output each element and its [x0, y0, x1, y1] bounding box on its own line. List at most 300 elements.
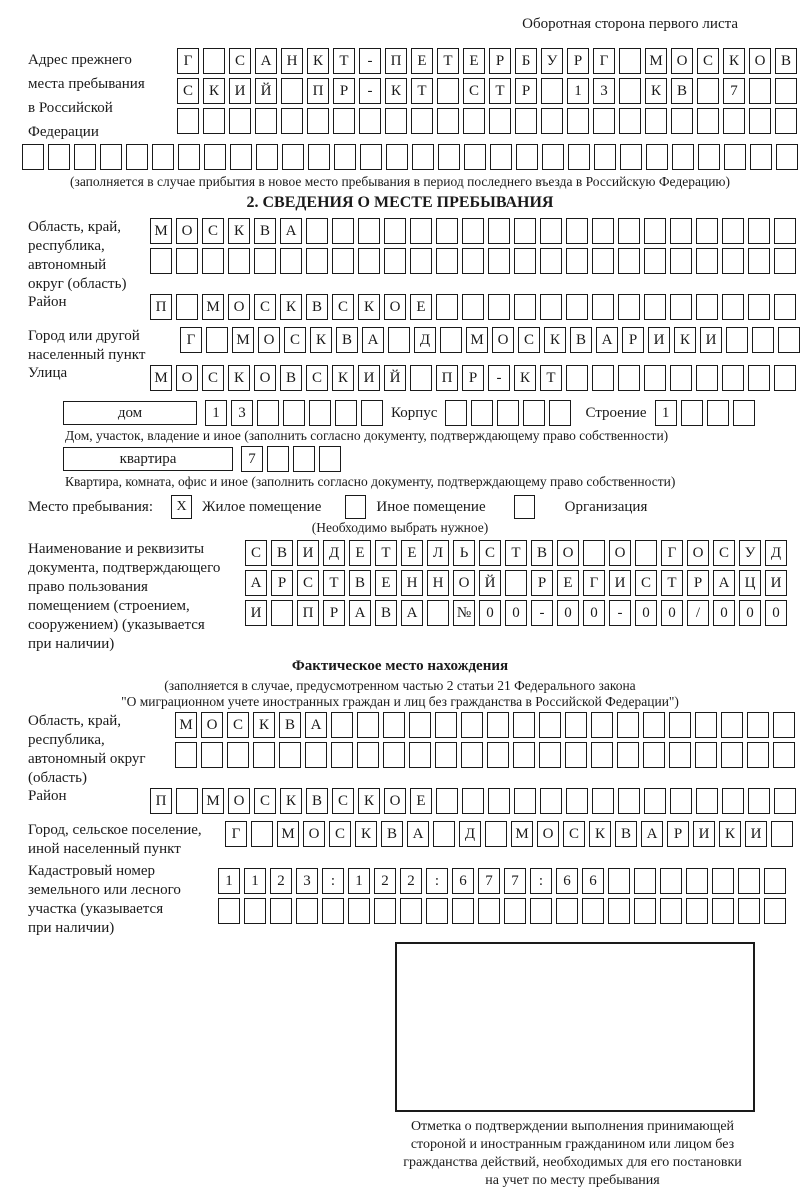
char-cell — [696, 248, 718, 274]
char-cell — [203, 48, 225, 74]
char-cell: Р — [622, 327, 644, 353]
char-cell — [774, 248, 796, 274]
house-number-cells — [205, 400, 383, 426]
cadastral-block — [0, 862, 800, 938]
char-cell — [748, 248, 770, 274]
prev-address-note: (заполняется в случае прибытия в новое место пребывания в период последнего въезда в Российскую Федерацию) — [69, 174, 731, 189]
char-cell — [643, 742, 665, 768]
stay-type-note: (Необходимо выбрать нужное) — [311, 520, 489, 535]
char-cell — [505, 570, 527, 596]
char-cell: К — [280, 294, 302, 320]
char-cell: А — [280, 218, 302, 244]
stay-type-label: Место пребывания: — [28, 498, 153, 515]
actual-location-heading: Фактическое место нахождения — [291, 658, 509, 674]
char-cell: - — [359, 78, 381, 104]
char-cell: Е — [410, 788, 432, 814]
confirmation-caption-line: на учет по месту пребывания — [485, 1173, 660, 1188]
char-cell — [726, 327, 748, 353]
char-cell — [643, 712, 665, 738]
char-cell — [281, 78, 303, 104]
char-cell — [514, 248, 536, 274]
char-cell: С — [227, 712, 249, 738]
char-cell: 0 — [635, 600, 657, 626]
char-cell — [126, 144, 148, 170]
char-cell: Р — [462, 365, 484, 391]
char-cell: : — [426, 868, 448, 894]
actual-city-row — [225, 821, 793, 847]
char-cell — [696, 218, 718, 244]
prev-address-label-line: Федерации — [28, 124, 99, 140]
char-cell: К — [544, 327, 566, 353]
char-cell: К — [719, 821, 741, 847]
char-cell — [660, 868, 682, 894]
char-cell — [644, 294, 666, 320]
char-cell — [619, 48, 641, 74]
char-cell — [383, 712, 405, 738]
region-label-line: республика, — [28, 238, 105, 254]
char-cell: В — [336, 327, 358, 353]
char-cell — [738, 898, 760, 924]
char-cell: 1 — [205, 400, 227, 426]
char-cell — [696, 294, 718, 320]
char-cell — [530, 898, 552, 924]
char-cell — [778, 327, 800, 353]
char-cell — [462, 248, 484, 274]
char-cell: 6 — [556, 868, 578, 894]
char-cell: М — [150, 365, 172, 391]
char-cell — [722, 788, 744, 814]
char-cell — [488, 248, 510, 274]
char-cell — [206, 327, 228, 353]
char-cell — [695, 712, 717, 738]
char-cell: С — [697, 48, 719, 74]
char-cell: Й — [384, 365, 406, 391]
char-cell — [489, 108, 511, 134]
char-cell — [608, 868, 630, 894]
char-cell: В — [349, 570, 371, 596]
char-cell: И — [229, 78, 251, 104]
char-cell — [464, 144, 486, 170]
char-cell: 1 — [655, 400, 677, 426]
char-cell: А — [596, 327, 618, 353]
char-cell — [177, 108, 199, 134]
char-cell — [361, 400, 383, 426]
cadastral-grid — [218, 868, 786, 928]
char-cell: С — [254, 294, 276, 320]
char-cell: О — [176, 218, 198, 244]
char-cell — [201, 742, 223, 768]
char-cell — [410, 365, 432, 391]
char-cell — [634, 868, 656, 894]
char-cell — [74, 144, 96, 170]
char-cell: И — [297, 540, 319, 566]
stay-option-checkbox-organization — [514, 495, 535, 519]
char-cell — [620, 144, 642, 170]
char-cell — [293, 446, 315, 472]
char-cell: В — [775, 48, 797, 74]
char-cell — [566, 788, 588, 814]
char-cell: Д — [414, 327, 436, 353]
char-cell: О — [687, 540, 709, 566]
char-cell — [152, 144, 174, 170]
char-cell — [748, 218, 770, 244]
char-cell — [567, 108, 589, 134]
char-cell — [669, 742, 691, 768]
char-cell — [644, 788, 666, 814]
char-cell — [566, 294, 588, 320]
char-cell — [566, 218, 588, 244]
document-label-line: сооружением) (указывается — [28, 617, 205, 633]
char-cell — [462, 294, 484, 320]
char-cell: В — [271, 540, 293, 566]
char-cell — [775, 78, 797, 104]
char-cell: П — [307, 78, 329, 104]
char-cell — [721, 712, 743, 738]
actual-region-row-1 — [175, 712, 795, 738]
char-cell: 1 — [567, 78, 589, 104]
char-cell — [747, 712, 769, 738]
char-cell — [549, 400, 571, 426]
char-cell — [593, 108, 615, 134]
char-cell: И — [765, 570, 787, 596]
char-cell — [749, 78, 771, 104]
char-cell: И — [693, 821, 715, 847]
char-cell: К — [332, 365, 354, 391]
actual-location-note-1: (заполняется в случае, предусмотренном частью 2 статьи 21 Федерального закона — [164, 678, 636, 693]
char-cell — [670, 248, 692, 274]
char-cell: - — [488, 365, 510, 391]
char-cell — [487, 712, 509, 738]
char-cell: К — [253, 712, 275, 738]
city-row — [180, 327, 800, 353]
char-cell — [566, 248, 588, 274]
document-row-2 — [245, 570, 787, 596]
char-cell — [670, 365, 692, 391]
char-cell — [764, 898, 786, 924]
char-cell — [267, 446, 289, 472]
char-cell — [322, 898, 344, 924]
char-cell: П — [150, 788, 172, 814]
char-cell — [591, 742, 613, 768]
char-cell — [514, 218, 536, 244]
char-cell — [436, 294, 458, 320]
char-cell — [541, 108, 563, 134]
char-cell — [435, 742, 457, 768]
char-cell — [592, 365, 614, 391]
char-cell — [385, 108, 407, 134]
char-cell: С — [306, 365, 328, 391]
char-cell — [256, 144, 278, 170]
char-cell: Н — [427, 570, 449, 596]
char-cell — [617, 712, 639, 738]
char-cell: Р — [667, 821, 689, 847]
char-cell: Р — [531, 570, 553, 596]
char-cell — [257, 400, 279, 426]
char-cell — [48, 144, 70, 170]
document-label-line: право пользования — [28, 579, 148, 595]
char-cell: 0 — [505, 600, 527, 626]
char-cell — [712, 898, 734, 924]
char-cell: И — [700, 327, 722, 353]
district-label: Район — [28, 294, 67, 310]
char-cell — [645, 108, 667, 134]
char-cell — [463, 108, 485, 134]
char-cell: Г — [583, 570, 605, 596]
char-cell — [669, 712, 691, 738]
char-cell — [490, 144, 512, 170]
char-cell — [309, 400, 331, 426]
char-cell: О — [671, 48, 693, 74]
char-cell — [774, 294, 796, 320]
char-cell: А — [401, 600, 423, 626]
char-cell: С — [284, 327, 306, 353]
char-cell — [255, 108, 277, 134]
char-cell: Л — [427, 540, 449, 566]
char-cell — [282, 144, 304, 170]
region-row-1 — [150, 218, 796, 244]
char-cell: 7 — [504, 868, 526, 894]
street-label: Улица — [28, 365, 68, 381]
char-cell: Г — [593, 48, 615, 74]
char-cell — [296, 898, 318, 924]
char-cell — [412, 144, 434, 170]
char-cell — [359, 108, 381, 134]
char-cell: В — [375, 600, 397, 626]
char-cell — [565, 712, 587, 738]
char-cell — [360, 144, 382, 170]
actual-district-row — [150, 788, 796, 814]
char-cell: С — [518, 327, 540, 353]
char-cell: Г — [180, 327, 202, 353]
actual-city-block — [0, 821, 800, 859]
char-cell — [270, 898, 292, 924]
char-cell: 2 — [374, 868, 396, 894]
char-cell — [565, 742, 587, 768]
document-label — [28, 540, 245, 654]
char-cell — [514, 294, 536, 320]
char-cell: О — [749, 48, 771, 74]
char-cell — [426, 898, 448, 924]
char-cell — [594, 144, 616, 170]
char-cell: 7 — [723, 78, 745, 104]
char-cell — [471, 400, 493, 426]
char-cell — [218, 898, 240, 924]
house-label-box: дом — [63, 401, 197, 425]
char-cell: О — [609, 540, 631, 566]
prev-address-label-line: места пребывания — [28, 76, 145, 92]
char-cell — [748, 365, 770, 391]
char-cell: О — [228, 788, 250, 814]
char-cell — [410, 218, 432, 244]
char-cell — [672, 144, 694, 170]
apartment-label-box: квартира — [63, 447, 233, 471]
apartment-row — [0, 446, 800, 472]
char-cell — [722, 294, 744, 320]
char-cell — [178, 144, 200, 170]
document-row-1 — [245, 540, 787, 566]
char-cell: С — [245, 540, 267, 566]
char-cell: К — [310, 327, 332, 353]
char-cell — [497, 400, 519, 426]
char-cell — [738, 868, 760, 894]
char-cell — [251, 821, 273, 847]
char-cell: О — [228, 294, 250, 320]
char-cell — [619, 78, 641, 104]
region-label-line: округ (область) — [28, 276, 127, 292]
char-cell: К — [723, 48, 745, 74]
char-cell: П — [150, 294, 172, 320]
char-cell: У — [739, 540, 761, 566]
apartment-caption: Квартира, комната, офис и иное (заполнить согласно документу, подтверждающему право собственности) — [65, 474, 676, 489]
char-cell: Й — [479, 570, 501, 596]
prev-address-label-line: Адрес прежнего — [28, 52, 132, 68]
char-cell: И — [358, 365, 380, 391]
char-cell — [332, 218, 354, 244]
char-cell — [748, 788, 770, 814]
house-caption: Дом, участок, владение и иное (заполнить согласно документу, подтверждающему право собственности) — [65, 428, 669, 443]
char-cell: Е — [557, 570, 579, 596]
cadastral-label-line: земельного или лесного — [28, 882, 181, 898]
stay-option-checkbox-other — [345, 495, 366, 519]
char-cell — [749, 108, 771, 134]
char-cell: Р — [271, 570, 293, 596]
char-cell — [541, 78, 563, 104]
char-cell: К — [385, 78, 407, 104]
char-cell: 6 — [582, 868, 604, 894]
char-cell — [733, 400, 755, 426]
char-cell: О — [557, 540, 579, 566]
char-cell — [540, 218, 562, 244]
char-cell: В — [615, 821, 637, 847]
char-cell: Р — [323, 600, 345, 626]
char-cell: 1 — [244, 868, 266, 894]
char-cell: 0 — [479, 600, 501, 626]
char-cell: И — [648, 327, 670, 353]
char-cell: С — [177, 78, 199, 104]
document-block — [0, 540, 800, 654]
char-cell — [582, 898, 604, 924]
prev-address-block — [0, 48, 800, 144]
char-cell: : — [530, 868, 552, 894]
char-cell: Н — [281, 48, 303, 74]
char-cell — [388, 327, 410, 353]
korpus-label: Корпус — [391, 404, 438, 421]
char-cell — [697, 78, 719, 104]
char-cell — [696, 788, 718, 814]
char-cell — [697, 108, 719, 134]
char-cell — [752, 327, 774, 353]
char-cell — [539, 712, 561, 738]
document-label-line: помещением (строением, — [28, 598, 190, 614]
char-cell: Е — [410, 294, 432, 320]
char-cell — [384, 248, 406, 274]
char-cell — [774, 788, 796, 814]
char-cell: К — [358, 788, 380, 814]
char-cell: К — [307, 48, 329, 74]
char-cell — [696, 365, 718, 391]
char-cell — [279, 742, 301, 768]
char-cell: Т — [375, 540, 397, 566]
char-cell: П — [436, 365, 458, 391]
char-cell: Т — [489, 78, 511, 104]
char-cell — [618, 294, 640, 320]
actual-region-label — [28, 712, 175, 788]
char-cell: 2 — [270, 868, 292, 894]
char-cell — [383, 742, 405, 768]
char-cell — [695, 742, 717, 768]
char-cell: У — [541, 48, 563, 74]
char-cell: 2 — [400, 868, 422, 894]
actual-region-label-line: Область, край, — [28, 713, 122, 729]
char-cell — [283, 400, 305, 426]
char-cell — [644, 218, 666, 244]
document-grid — [245, 540, 787, 630]
char-cell — [747, 742, 769, 768]
char-cell — [437, 78, 459, 104]
char-cell: В — [381, 821, 403, 847]
confirmation-stamp-box — [395, 942, 755, 1112]
char-cell: Е — [411, 48, 433, 74]
char-cell: М — [232, 327, 254, 353]
char-cell: В — [306, 294, 328, 320]
char-cell — [775, 108, 797, 134]
cadastral-label-line: при наличии) — [28, 920, 115, 936]
char-cell: Р — [567, 48, 589, 74]
char-cell — [618, 788, 640, 814]
char-cell — [176, 788, 198, 814]
char-cell — [646, 144, 668, 170]
region-block — [0, 218, 800, 294]
char-cell — [409, 742, 431, 768]
actual-city-label-line: Город, сельское поселение, — [28, 822, 202, 838]
char-cell — [514, 788, 536, 814]
char-cell — [281, 108, 303, 134]
char-cell: П — [385, 48, 407, 74]
char-cell — [280, 248, 302, 274]
char-cell — [773, 712, 795, 738]
char-cell — [436, 788, 458, 814]
char-cell — [357, 712, 379, 738]
char-cell — [452, 898, 474, 924]
char-cell: М — [645, 48, 667, 74]
char-cell: И — [245, 600, 267, 626]
char-cell: Д — [459, 821, 481, 847]
char-cell — [229, 108, 251, 134]
char-cell — [513, 712, 535, 738]
char-cell: М — [277, 821, 299, 847]
char-cell — [771, 821, 793, 847]
char-cell — [513, 742, 535, 768]
stroenie-label: Строение — [585, 404, 647, 421]
char-cell: С — [479, 540, 501, 566]
char-cell: 7 — [478, 868, 500, 894]
actual-region-grid — [175, 712, 795, 772]
prev-address-row-2 — [177, 78, 797, 104]
actual-region-label-line: республика, — [28, 732, 105, 748]
stay-option-label-residential: Жилое помещение — [202, 498, 322, 515]
prev-address-row-1 — [177, 48, 797, 74]
char-cell — [774, 218, 796, 244]
actual-district-block — [0, 788, 800, 818]
char-cell: О — [492, 327, 514, 353]
char-cell — [334, 144, 356, 170]
char-cell: А — [349, 600, 371, 626]
char-cell — [204, 144, 226, 170]
char-cell: Е — [463, 48, 485, 74]
char-cell — [488, 218, 510, 244]
char-cell: С — [713, 540, 735, 566]
char-cell: 6 — [452, 868, 474, 894]
